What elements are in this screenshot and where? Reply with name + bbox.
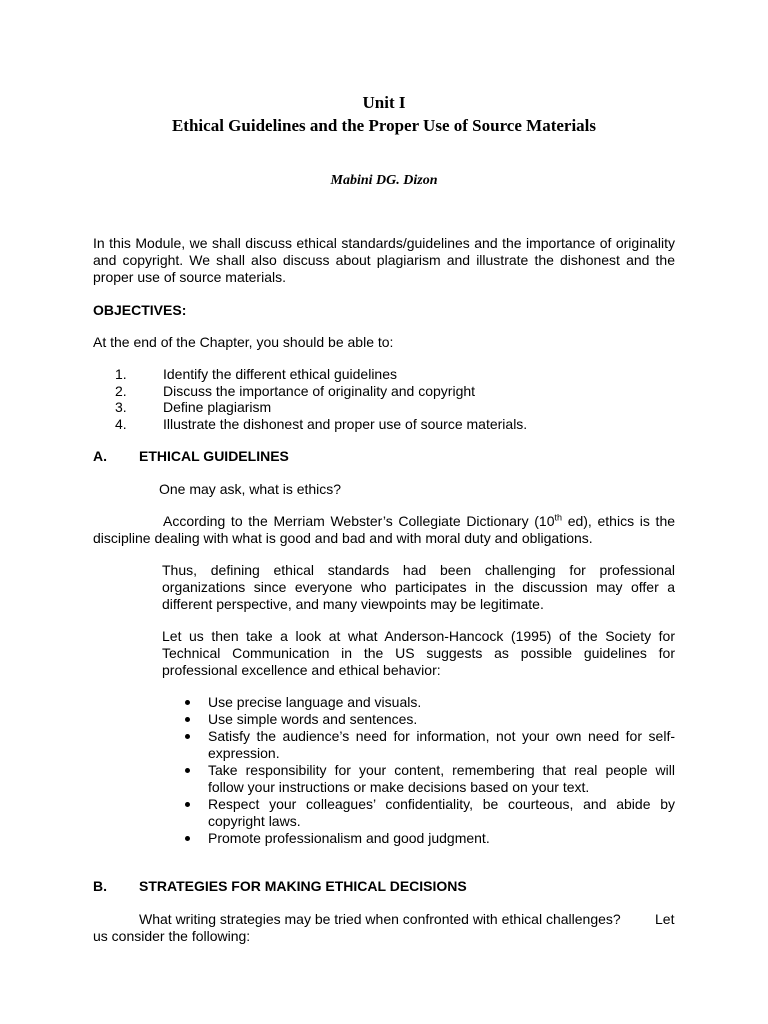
guideline-text: Satisfy the audience’s need for information, not your own need for self-expression. bbox=[208, 728, 675, 761]
list-number: 4. bbox=[115, 415, 127, 432]
document-title: Ethical Guidelines and the Proper Use of Source Materials bbox=[171, 116, 597, 135]
guidelines-list bbox=[162, 694, 675, 847]
intro-paragraph: In this Module, we shall discuss ethical standards/guidelines and the importance of originality and copyright. We shall also discuss about plagiarism and illustrate the dishonest and the proper use of source materials. bbox=[93, 235, 675, 285]
bullet-icon bbox=[185, 768, 190, 773]
guideline-text: Use precise language and visuals. bbox=[208, 694, 422, 710]
objectives-heading: OBJECTIVES: bbox=[93, 302, 187, 318]
list-number: 1. bbox=[115, 366, 127, 382]
list-item bbox=[162, 711, 675, 728]
list-item bbox=[93, 399, 693, 416]
bullet-icon bbox=[185, 802, 190, 807]
list-text: Discuss the importance of originality and copyright bbox=[163, 382, 476, 399]
list-item bbox=[162, 694, 675, 711]
strategies-lead: What writing strategies may be tried when confronted with ethical challenges? bbox=[139, 911, 621, 927]
section-title: STRATEGIES FOR MAKING ETHICAL DECISIONS bbox=[139, 878, 467, 894]
list-item bbox=[93, 383, 693, 400]
list-number: 3. bbox=[115, 399, 127, 415]
list-item bbox=[93, 366, 693, 383]
objectives-list bbox=[93, 366, 693, 432]
objectives-lead: At the end of the Chapter, you should be able to: bbox=[93, 334, 394, 350]
section-title: ETHICAL GUIDELINES bbox=[139, 448, 289, 464]
list-item bbox=[162, 830, 675, 847]
strategies-lead-end: us consider the following: bbox=[93, 928, 251, 944]
section-letter: A. bbox=[93, 448, 107, 464]
list-item bbox=[162, 762, 675, 796]
bullet-icon bbox=[185, 700, 190, 705]
guideline-text: Take responsibility for your content, remembering that real people will follow your instructions or make decisions based on your text. bbox=[208, 762, 675, 795]
ethics-definition bbox=[93, 513, 675, 547]
unit-label: Unit I bbox=[362, 93, 406, 112]
list-text: Illustrate the dishonest and proper use of source materials. bbox=[163, 415, 528, 432]
list-number: 2. bbox=[115, 382, 127, 399]
definition-superscript: th bbox=[554, 512, 563, 523]
bullet-icon bbox=[185, 836, 190, 841]
list-item bbox=[162, 796, 675, 830]
list-item bbox=[93, 416, 693, 433]
guideline-text: Respect your colleagues’ confidentiality, be courteous, and abide by copyright laws. bbox=[208, 796, 675, 829]
list-text: Identify the different ethical guidelines bbox=[163, 366, 398, 382]
bullet-icon bbox=[185, 717, 190, 722]
section-letter: B. bbox=[93, 878, 107, 894]
guideline-text: Use simple words and sentences. bbox=[208, 711, 418, 727]
ethics-question: One may ask, what is ethics? bbox=[159, 481, 342, 497]
definition-end: ed), ethics is the discipline dealing with what is good and bad and with moral duty and obligations. bbox=[93, 513, 676, 546]
list-text: Define plagiarism bbox=[163, 399, 272, 415]
strategies-lead-continued: Let bbox=[655, 911, 675, 927]
list-item bbox=[162, 728, 675, 762]
bullet-icon bbox=[185, 734, 190, 739]
thus-paragraph: Thus, defining ethical standards had been challenging for professional organizations since everyone who participates in the discussion may offer a different perspective, and many viewpoints may be legitimate. bbox=[162, 562, 675, 612]
let-us-paragraph: Let us then take a look at what Anderson-Hancock (1995) of the Society for Technical Communication in the US suggests as possible guidelines for professional excellence and ethical behavior: bbox=[162, 628, 675, 678]
definition-start: According to the Merriam Webster’s Collegiate Dictionary (10 bbox=[163, 513, 555, 529]
author-name: Mabini DG. Dizon bbox=[330, 173, 438, 188]
guideline-text: Promote professionalism and good judgment. bbox=[208, 830, 490, 846]
